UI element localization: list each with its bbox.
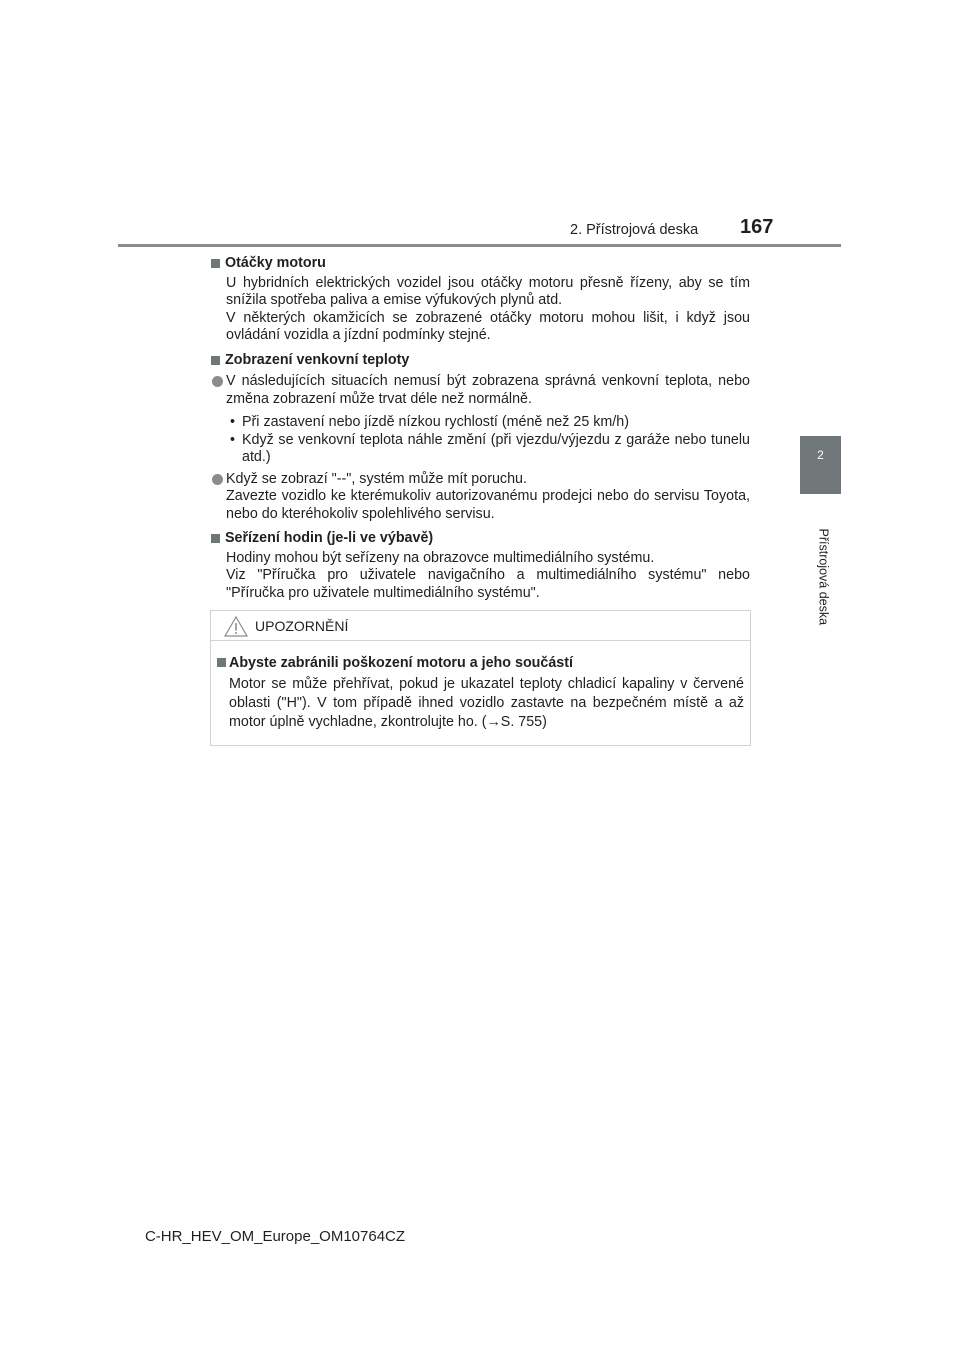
section-heading-outside-temp: Zobrazení venkovní teploty bbox=[210, 352, 750, 370]
warning-triangle-icon bbox=[224, 616, 248, 642]
bullet-dot-icon: • bbox=[230, 414, 236, 430]
square-bullet-icon bbox=[211, 534, 220, 543]
section-heading-clock: Seřízení hodin (je-li ve výbavě) bbox=[210, 530, 750, 548]
circle-bullet-icon bbox=[212, 376, 223, 387]
header-divider bbox=[118, 244, 841, 247]
sub-list-item: • Při zastavení nebo jízdě nízkou rychlostí (méně než 25 km/h) bbox=[230, 414, 629, 430]
engine-rpm-paragraph-1: U hybridních elektrických vozidel jsou otáčky motoru přesně řízeny, aby se tím snížila spotřeba paliva a emise výfukových plynů atd. bbox=[226, 274, 750, 308]
page-number: 167 bbox=[740, 216, 774, 238]
side-tab-label: Přístrojová deska bbox=[816, 528, 831, 626]
clock-paragraph-1: Hodiny mohou být seřízeny na obrazovce multimediálního systému. bbox=[226, 549, 655, 566]
caution-text: Motor se může přehřívat, pokud je ukazatel teploty chladicí kapaliny v červené oblasti ("H"). V tom případě ihned vozidlo zastavte na bezpečném místě a až motor úplně vychladne, zkontrolujte ho. (→S. 755) bbox=[229, 676, 744, 730]
circle-bullet-icon bbox=[212, 474, 223, 485]
clock-paragraph-2: Viz "Příručka pro uživatele navigačního a multimediálního systému" nebo "Příručka pro uživatele multimediálního systému". bbox=[226, 567, 750, 601]
chapter-title: 2. Přístrojová deska bbox=[570, 222, 699, 238]
square-bullet-icon bbox=[217, 658, 226, 667]
document-code: C-HR_HEV_OM_Europe_OM10764CZ bbox=[144, 1228, 406, 1245]
caution-box bbox=[210, 610, 751, 746]
caution-title: UPOZORNĚNÍ bbox=[255, 618, 349, 634]
caution-heading: Abyste zabránili poškození motoru a jeho součástí bbox=[216, 654, 744, 673]
caution-body bbox=[211, 641, 750, 732]
side-tab-top bbox=[800, 247, 841, 435]
square-bullet-icon bbox=[211, 259, 220, 268]
engine-rpm-paragraph-2: V některých okamžicích se zobrazené otáčky motoru mohou lišit, i když jsou ovládání vozidla a jízdní podmínky stejné. bbox=[226, 309, 750, 343]
outside-temp-paragraph: Zavezte vozidlo ke kterémukoliv autorizovanému prodejci nebo do servisu Toyota, nebo do kteréhokoliv spolehlivého servisu. bbox=[226, 488, 750, 522]
bullet-dot-icon: • bbox=[230, 431, 236, 448]
sub-list-item: • Když se venkovní teplota náhle změní (při vjezdu/výjezdu z garáže nebo tunelu atd.) bbox=[230, 431, 750, 465]
main-content bbox=[210, 255, 750, 602]
side-tab-number: 2 bbox=[817, 448, 824, 462]
list-item: Když se zobrazí "--", systém může mít poruchu. bbox=[210, 471, 750, 489]
square-bullet-icon bbox=[211, 356, 220, 365]
side-tab-block bbox=[800, 436, 841, 494]
list-item: V následujících situacích nemusí být zobrazena správná venkovní teplota, nebo změna zobrazení může trvat déle než normálně. bbox=[210, 373, 750, 408]
caution-header bbox=[211, 611, 750, 641]
section-heading-engine-rpm: Otáčky motoru bbox=[210, 255, 750, 273]
